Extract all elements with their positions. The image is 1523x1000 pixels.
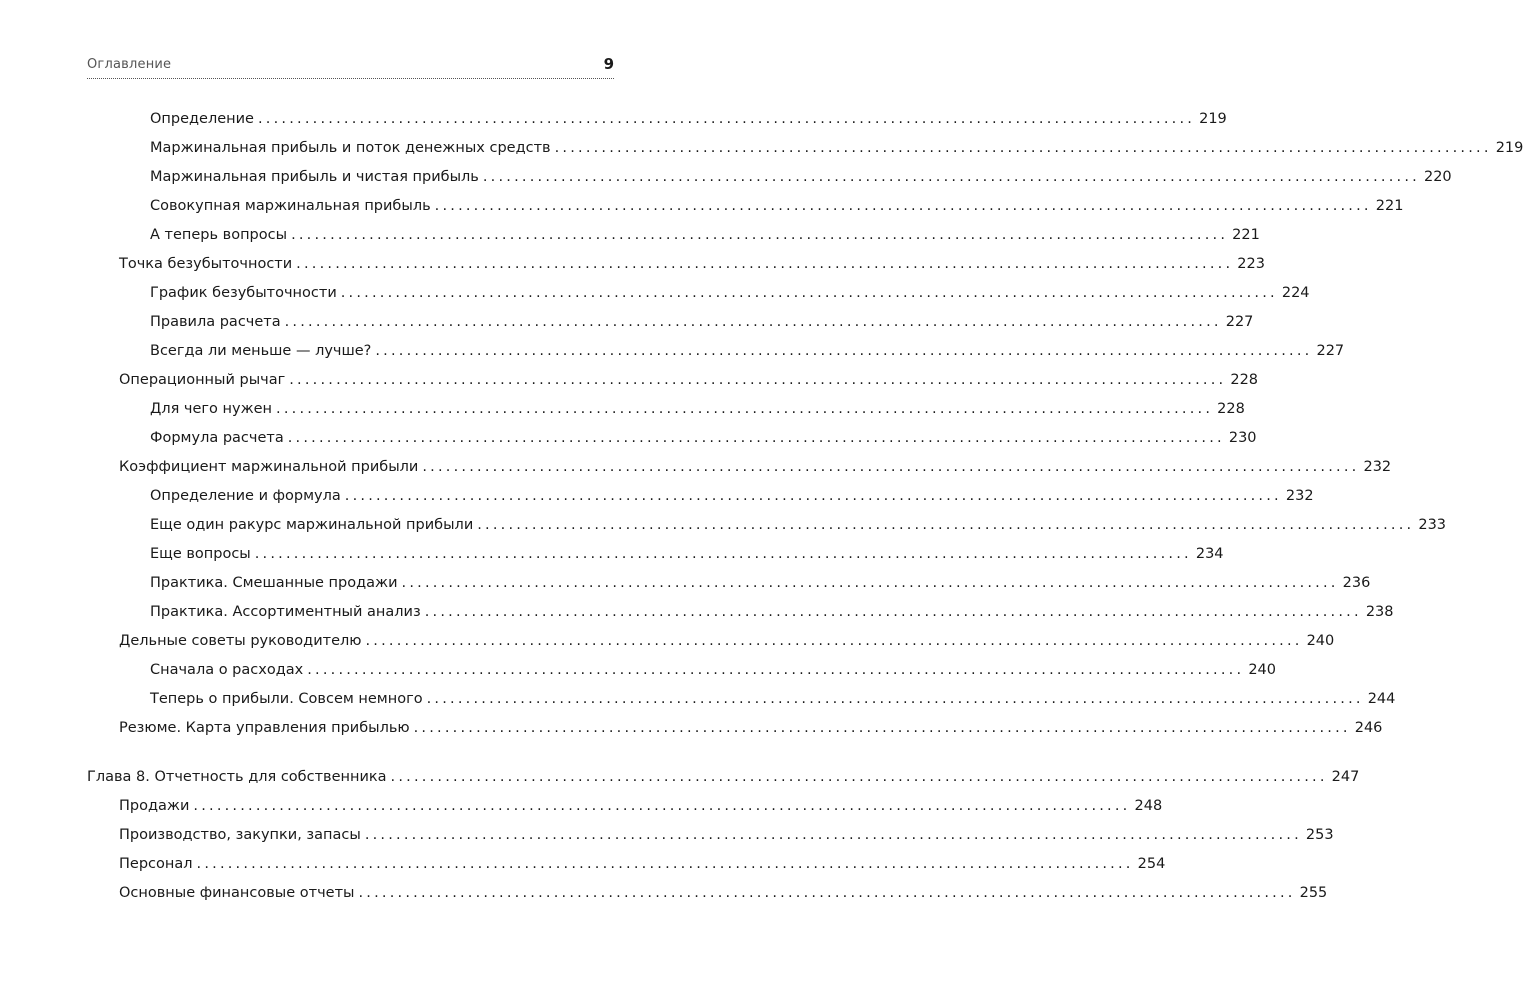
toc-entry-page: 219 <box>1199 111 1227 127</box>
toc-leader-dots: ........................................................................................................................ <box>434 198 1372 214</box>
toc-entry-page: 253 <box>1305 827 1334 843</box>
toc-entry <box>150 572 1371 594</box>
toc-entry <box>150 601 1394 623</box>
toc-leader-dots: ........................................................................................................................ <box>375 343 1313 359</box>
toc-entry-title: А теперь вопросы <box>150 227 288 243</box>
toc-entry-page: 240 <box>1306 633 1335 649</box>
toc-entry-page: 232 <box>1285 488 1314 504</box>
toc-entry-page: 228 <box>1217 401 1245 417</box>
toc-entry-title: Еще один ракурс маржинальной прибыли <box>150 517 474 533</box>
toc-entry-title: Определение и формула <box>150 488 341 504</box>
toc-leader-dots: ........................................................................................................................ <box>276 401 1214 417</box>
toc-leader-dots: ........................................................................................................................ <box>554 140 1492 156</box>
toc-entry-page: 227 <box>1316 343 1345 359</box>
toc-entry-title: Резюме. Карта управления прибылью <box>119 720 410 736</box>
toc-leader-dots: ........................................................................................................................ <box>424 604 1362 620</box>
toc-leader-dots: ........................................................................................................................ <box>401 575 1339 591</box>
toc-entry <box>119 795 1163 817</box>
toc-entry-title: Персонал <box>119 856 193 872</box>
toc-leader-dots: ........................................................................................................................ <box>193 798 1131 814</box>
toc-entry <box>119 824 1334 846</box>
toc-entry-page: 220 <box>1423 169 1452 185</box>
toc-leader-dots: ........................................................................................................................ <box>413 720 1351 736</box>
toc-entry-title: Теперь о прибыли. Совсем немного <box>150 691 423 707</box>
toc-entry <box>119 456 1392 478</box>
toc-entry-page: 247 <box>1331 769 1360 785</box>
toc-entry-title: Совокупная маржинальная прибыль <box>150 198 431 214</box>
toc-leader-dots: ........................................................................................................................ <box>257 111 1196 127</box>
toc-entry-page: 238 <box>1365 604 1394 620</box>
toc-entry <box>87 766 1360 788</box>
toc-entry-page: 223 <box>1237 256 1265 272</box>
toc-entry-page: 240 <box>1248 662 1276 678</box>
toc-entry-page: 234 <box>1195 546 1224 562</box>
toc-entry <box>150 340 1345 362</box>
page-number: 9 <box>603 55 614 73</box>
toc-entry-title: Глава 8. Отчетность для собственника <box>87 769 387 785</box>
toc-entry-title: Маржинальная прибыль и чистая прибыль <box>150 169 479 185</box>
toc-leader-dots: ........................................................................................................................ <box>289 372 1227 388</box>
toc-entry-page: 224 <box>1281 285 1310 301</box>
toc-entry <box>150 108 1227 130</box>
toc-entry-page: 219 <box>1495 140 1523 156</box>
toc-entry <box>150 543 1224 565</box>
toc-entry <box>150 485 1314 507</box>
toc-entry <box>150 282 1310 304</box>
toc-entry <box>150 398 1245 420</box>
toc-entry-title: График безубыточности <box>150 285 337 301</box>
toc-entry <box>150 195 1404 217</box>
toc-entry-page: 228 <box>1230 372 1259 388</box>
toc-leader-dots: ........................................................................................................................ <box>307 662 1245 678</box>
toc-entry-title: Практика. Смешанные продажи <box>150 575 398 591</box>
toc-entry-title: Еще вопросы <box>150 546 251 562</box>
toc-entry <box>119 630 1335 652</box>
toc-entry-page: 254 <box>1137 856 1166 872</box>
toc-entry-title: Основные финансовые отчеты <box>119 885 355 901</box>
toc-entry-page: 244 <box>1367 691 1396 707</box>
toc-entry-page: 230 <box>1228 430 1257 446</box>
toc-leader-dots: ........................................................................................................................ <box>196 856 1134 872</box>
toc-entry <box>150 514 1447 536</box>
toc-entry-title: Коэффициент маржинальной прибыли <box>119 459 419 475</box>
toc-leader-dots: ........................................................................................................................ <box>344 488 1282 504</box>
toc-entry-title: Практика. Ассортиментный анализ <box>150 604 421 620</box>
toc-entry-title: Маржинальная прибыль и поток денежных средств <box>150 140 551 156</box>
toc-entry-page: 221 <box>1375 198 1404 214</box>
toc-entry-title: Определение <box>150 111 254 127</box>
toc-leader-dots: ........................................................................................................................ <box>296 256 1234 272</box>
toc-entry-title: Всегда ли меньше — лучше? <box>150 343 372 359</box>
toc-leader-dots: ........................................................................................................................ <box>358 885 1296 901</box>
toc-entry-title: Продажи <box>119 798 190 814</box>
toc-entry <box>119 717 1383 739</box>
toc-leader-dots: ........................................................................................................................ <box>426 691 1364 707</box>
toc-entry-title: Сначала о расходах <box>150 662 304 678</box>
toc-entry <box>150 659 1276 681</box>
toc-entry-title: Для чего нужен <box>150 401 273 417</box>
toc-leader-dots: ........................................................................................................................ <box>254 546 1192 562</box>
toc-entry-page: 232 <box>1363 459 1392 475</box>
toc-entry <box>150 427 1257 449</box>
toc-entry-title: Правила расчета <box>150 314 281 330</box>
toc-entry <box>150 166 1452 188</box>
toc-leader-dots: ........................................................................................................................ <box>365 633 1303 649</box>
toc-entry-title: Точка безубыточности <box>119 256 293 272</box>
toc-entry-title: Формула расчета <box>150 430 284 446</box>
toc-entry <box>119 882 1328 904</box>
toc-leader-dots: ........................................................................................................................ <box>422 459 1360 475</box>
toc-entry-title: Дельные советы руководителю <box>119 633 362 649</box>
toc-entry-page: 227 <box>1225 314 1254 330</box>
toc-entry <box>119 853 1166 875</box>
toc-entry <box>119 253 1265 275</box>
toc-entry-page: 248 <box>1134 798 1163 814</box>
toc-entry <box>150 137 1523 159</box>
toc-leader-dots: ........................................................................................................................ <box>482 169 1420 185</box>
toc-entry-page: 221 <box>1232 227 1260 243</box>
toc-entry-page: 255 <box>1299 885 1328 901</box>
toc-leader-dots: ........................................................................................................................ <box>287 430 1225 446</box>
toc-leader-dots: ........................................................................................................................ <box>364 827 1302 843</box>
toc-entry-page: 246 <box>1354 720 1383 736</box>
toc-leader-dots: ........................................................................................................................ <box>291 227 1229 243</box>
toc-leader-dots: ........................................................................................................................ <box>340 285 1278 301</box>
toc-entry-page: 233 <box>1418 517 1447 533</box>
toc-entry <box>150 688 1396 710</box>
toc-entry-page: 236 <box>1342 575 1371 591</box>
toc-leader-dots: ........................................................................................................................ <box>284 314 1222 330</box>
toc-leader-dots: ........................................................................................................................ <box>477 517 1415 533</box>
toc-entry-title: Производство, закупки, запасы <box>119 827 361 843</box>
toc-entry <box>150 224 1260 246</box>
toc-leader-dots: ........................................................................................................................ <box>390 769 1328 785</box>
toc-entry <box>119 369 1259 391</box>
running-header-title: Оглавление <box>87 57 172 72</box>
toc-entry <box>150 311 1254 333</box>
toc-entry-title: Операционный рычаг <box>119 372 286 388</box>
